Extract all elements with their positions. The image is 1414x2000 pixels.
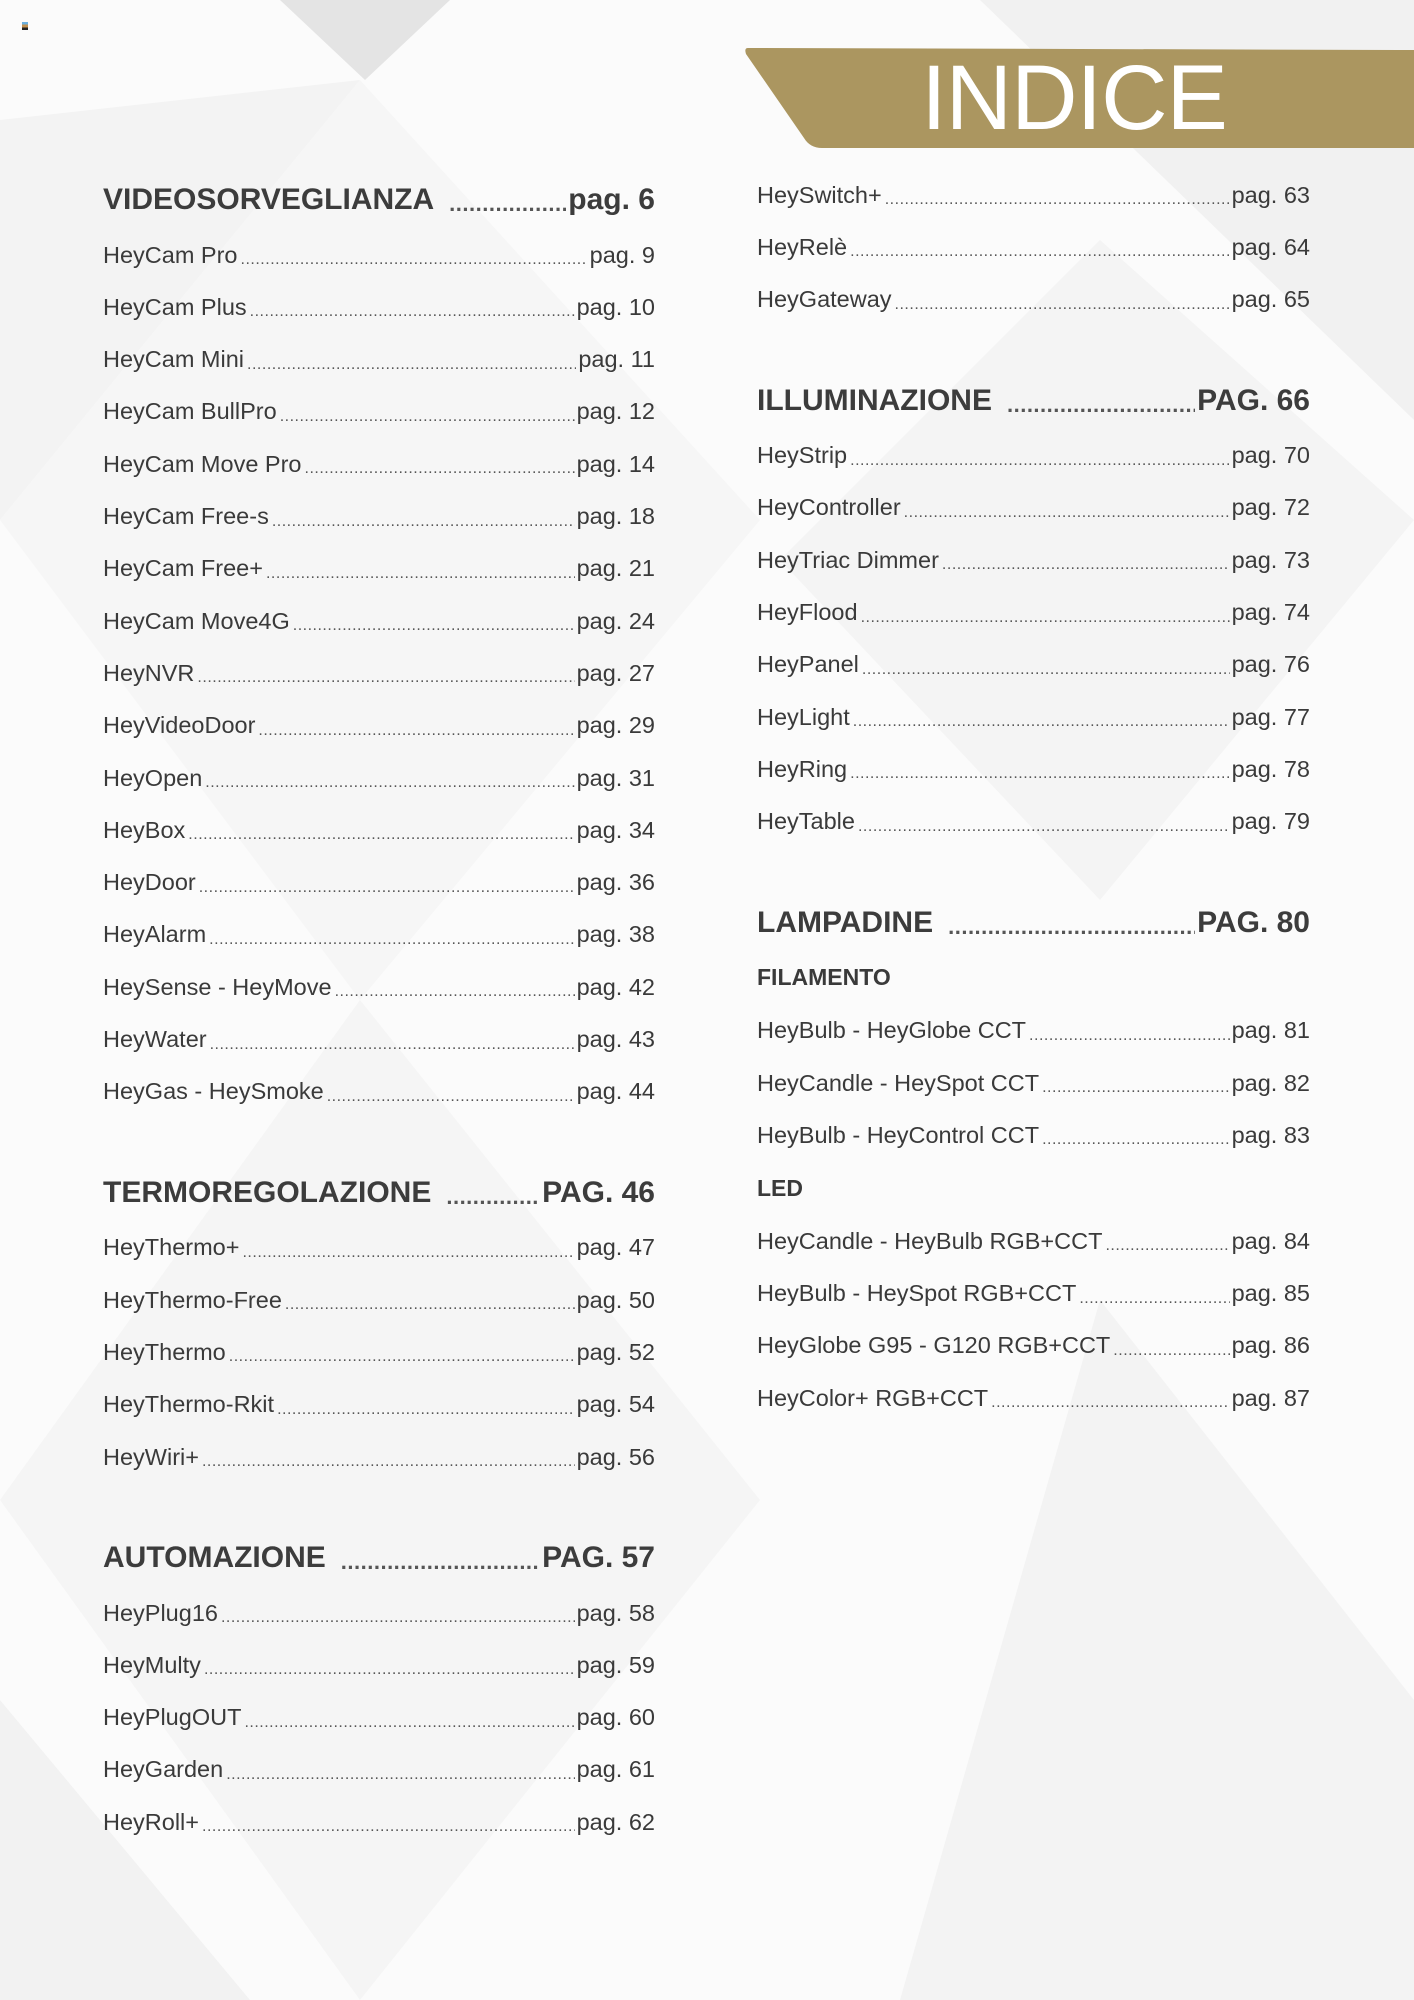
entry-name: AUTOMAZIONE <box>103 1541 326 1574</box>
entry-page-number: pag. 78 <box>1231 755 1310 782</box>
dot-leader <box>437 198 566 220</box>
entry-page-number: pag. 36 <box>576 869 655 896</box>
entry-page-number: pag. 62 <box>576 1808 655 1835</box>
dot-leader <box>305 463 575 484</box>
toc-section-heading <box>757 381 1310 421</box>
dot-leader <box>229 1351 575 1372</box>
entry-name: HeyTable <box>757 808 855 835</box>
entry-name: ILLUMINAZIONE <box>757 383 992 417</box>
entry-name: HeyCam Pro <box>103 241 238 268</box>
dot-leader <box>335 986 575 1007</box>
entry-page-number: pag. 11 <box>578 346 655 373</box>
toc-entry[interactable] <box>103 1437 655 1477</box>
dot-leader <box>250 306 575 327</box>
entry-name: HeyGlobe G95 - G120 RGB+CCT <box>757 1332 1111 1359</box>
entry-page-number: pag. 9 <box>589 241 655 268</box>
entry-page-number: pag. 85 <box>1231 1280 1310 1307</box>
entry-name: HeyThermo-Rkit <box>103 1391 275 1418</box>
entry-name: HeyBulb - HeyGlobe CCT <box>757 1017 1027 1044</box>
dot-leader <box>885 194 1230 215</box>
toc-entry[interactable] <box>757 436 1310 476</box>
entry-name: VIDEOSORVEGLIANZA <box>103 183 435 216</box>
dot-leader <box>434 1191 540 1213</box>
toc-entry[interactable] <box>103 549 655 589</box>
toc-entry[interactable] <box>103 1332 655 1372</box>
entry-name: HeyPlug16 <box>103 1599 218 1626</box>
entry-page-number: pag. 82 <box>1231 1069 1310 1096</box>
toc-entry[interactable] <box>103 392 655 432</box>
toc-entry[interactable] <box>757 488 1310 528</box>
dot-leader <box>861 612 1230 633</box>
dot-leader <box>202 1821 575 1842</box>
entry-page-number: pag. 79 <box>1231 808 1310 835</box>
toc-entry[interactable] <box>103 601 655 641</box>
entry-page-number: pag. 6 <box>568 183 655 216</box>
entry-page-number: pag. 70 <box>1231 442 1310 469</box>
entry-page-number: pag. 31 <box>576 764 655 791</box>
toc-entry[interactable] <box>757 227 1310 267</box>
entry-page-number: pag. 21 <box>576 555 655 582</box>
toc-entry[interactable] <box>103 1280 655 1320</box>
entry-page-number: pag. 84 <box>1231 1227 1310 1254</box>
entry-page-number: pag. 43 <box>576 1026 655 1052</box>
entry-name: HeyNVR <box>103 659 195 686</box>
entry-name: HeyPlugOUT <box>103 1704 242 1731</box>
entry-name: HeyBulb - HeySpot RGB+CCT <box>757 1280 1077 1307</box>
toc-entry[interactable] <box>757 1378 1310 1418</box>
entry-name: HeyTriac Dimmer <box>757 546 939 573</box>
toc-entry[interactable] <box>757 749 1310 789</box>
dot-leader <box>936 921 1195 943</box>
entry-name: HeyCandle - HeyBulb RGB+CCT <box>757 1227 1103 1254</box>
entry-name: HeyDoor <box>103 869 196 896</box>
toc-entry[interactable] <box>103 1385 655 1425</box>
toc-entry[interactable] <box>757 1326 1310 1366</box>
entry-name: LAMPADINE <box>757 905 934 939</box>
dot-leader <box>850 455 1229 476</box>
entry-page-number: pag. 47 <box>576 1234 655 1261</box>
dot-leader <box>226 1769 574 1790</box>
entry-page-number: pag. 18 <box>576 503 655 529</box>
toc-entry[interactable] <box>103 1645 655 1685</box>
entry-page-number: pag. 56 <box>576 1443 655 1470</box>
entry-name: FILAMENTO <box>757 964 891 991</box>
dot-leader <box>904 507 1230 528</box>
toc-section-heading <box>103 1173 655 1213</box>
entry-page-number: pag. 63 <box>1231 181 1310 208</box>
dot-leader <box>850 246 1229 267</box>
toc-entry[interactable] <box>757 697 1310 737</box>
toc-section-heading <box>757 903 1310 943</box>
dot-leader <box>204 1664 575 1685</box>
corner-mark-icon <box>22 22 28 30</box>
dot-leader <box>850 768 1229 789</box>
entry-name: HeyMulty <box>103 1651 201 1678</box>
entry-page-number: pag. 86 <box>1231 1332 1310 1359</box>
toc-entry[interactable] <box>757 175 1310 215</box>
toc-entry[interactable] <box>757 645 1310 685</box>
entry-page-number: pag. 60 <box>576 1704 655 1731</box>
dot-leader <box>209 934 574 955</box>
entry-page-number: pag. 65 <box>1231 286 1310 313</box>
entry-name: HeyPanel <box>757 651 859 678</box>
entry-name: HeyThermo+ <box>103 1234 240 1261</box>
entry-page-number: pag. 52 <box>576 1338 655 1365</box>
entry-name: HeySwitch+ <box>757 181 882 208</box>
entry-page-number: PAG. 66 <box>1197 383 1310 417</box>
toc-entry[interactable] <box>757 1115 1310 1155</box>
dot-leader <box>272 516 575 537</box>
entry-name: HeyLight <box>757 703 850 730</box>
dot-leader <box>853 716 1230 737</box>
entry-page-number: pag. 27 <box>576 659 655 686</box>
entry-page-number: pag. 74 <box>1231 599 1310 625</box>
toc-entry[interactable] <box>103 287 655 327</box>
entry-name: HeyWater <box>103 1026 207 1052</box>
toc-entry[interactable] <box>103 340 655 380</box>
toc-entry[interactable] <box>757 1063 1310 1103</box>
entry-page-number: pag. 29 <box>576 712 655 739</box>
toc-entry[interactable] <box>103 810 655 850</box>
entry-name: HeyRing <box>757 755 848 782</box>
entry-page-number: pag. 24 <box>576 607 655 634</box>
toc-entry[interactable] <box>103 1020 655 1060</box>
toc-subheading <box>757 958 1310 998</box>
entry-page-number: PAG. 57 <box>542 1541 655 1574</box>
dot-leader <box>1042 1082 1229 1103</box>
entry-name: LED <box>757 1174 803 1201</box>
toc-entry[interactable] <box>103 967 655 1007</box>
toc-entry[interactable] <box>757 593 1310 633</box>
toc-section-heading <box>103 1538 655 1578</box>
toc-entry[interactable] <box>103 497 655 537</box>
dot-leader <box>327 1091 575 1112</box>
entry-name: HeyRoll+ <box>103 1808 199 1835</box>
dot-leader <box>258 725 574 746</box>
dot-leader <box>188 829 574 850</box>
dot-leader <box>266 568 575 589</box>
dot-leader <box>1042 1134 1230 1155</box>
entry-page-number: pag. 10 <box>576 293 655 320</box>
entry-name: HeyStrip <box>757 442 848 469</box>
entry-name: HeyThermo <box>103 1338 226 1365</box>
entry-name: HeyCam BullPro <box>103 398 277 425</box>
toc-entry[interactable] <box>103 1228 655 1268</box>
entry-page-number: pag. 58 <box>576 1599 655 1626</box>
entry-page-number: pag. 14 <box>576 450 655 477</box>
entry-page-number: pag. 64 <box>1231 233 1310 260</box>
dot-leader <box>1079 1293 1229 1314</box>
toc-entry[interactable] <box>103 1593 655 1633</box>
dot-leader <box>244 1717 574 1738</box>
page-title: INDICE <box>921 47 1227 149</box>
toc-entry[interactable] <box>103 1750 655 1790</box>
entry-name: HeyCam Move4G <box>103 607 290 634</box>
entry-name: HeyFlood <box>757 599 858 625</box>
entry-name: HeyGateway <box>757 286 892 313</box>
toc-entry[interactable] <box>103 1698 655 1738</box>
entry-page-number: pag. 44 <box>576 1078 655 1105</box>
dot-leader <box>280 411 575 432</box>
dot-leader <box>1113 1345 1229 1366</box>
toc-entry[interactable] <box>757 540 1310 580</box>
entry-name: HeySense - HeyMove <box>103 973 332 1000</box>
dot-leader <box>1105 1240 1229 1261</box>
dot-leader <box>221 1612 575 1633</box>
dot-leader <box>995 399 1195 421</box>
entry-name: HeyWiri+ <box>103 1443 199 1470</box>
entry-page-number: pag. 42 <box>576 973 655 1000</box>
toc-entry[interactable] <box>103 235 655 275</box>
title-banner <box>744 48 1414 148</box>
toc-entry[interactable] <box>757 280 1310 320</box>
dot-leader <box>242 1247 574 1268</box>
entry-name: HeyController <box>757 494 901 521</box>
entry-name: HeyCam Move Pro <box>103 450 302 477</box>
entry-page-number: PAG. 80 <box>1197 905 1310 939</box>
dot-leader <box>202 1456 575 1477</box>
dot-leader <box>277 1404 575 1425</box>
dot-leader <box>329 1556 540 1578</box>
entry-name: HeyGarden <box>103 1756 224 1783</box>
toc-section-heading <box>103 180 655 220</box>
toc-entry[interactable] <box>103 653 655 693</box>
toc-entry[interactable] <box>103 706 655 746</box>
entry-name: HeyCam Free+ <box>103 555 263 582</box>
entry-page-number: pag. 77 <box>1231 703 1310 730</box>
dot-leader <box>895 299 1230 320</box>
toc-entry[interactable] <box>103 863 655 903</box>
entry-name: HeyVideoDoor <box>103 712 256 739</box>
entry-page-number: PAG. 46 <box>542 1175 655 1209</box>
entry-name: HeyOpen <box>103 764 203 791</box>
entry-name: HeyBulb - HeyControl CCT <box>757 1121 1040 1148</box>
dot-leader <box>942 559 1230 580</box>
entry-page-number: pag. 83 <box>1231 1121 1310 1148</box>
dot-leader <box>858 821 1230 842</box>
toc-entry[interactable] <box>757 1221 1310 1261</box>
dot-leader <box>210 1039 575 1060</box>
entry-page-number: pag. 87 <box>1231 1384 1310 1411</box>
entry-name: HeyThermo-Free <box>103 1286 282 1313</box>
dot-leader <box>1029 1030 1230 1051</box>
dot-leader <box>991 1397 1229 1418</box>
toc-entry[interactable] <box>103 1802 655 1842</box>
toc-entry[interactable] <box>757 1274 1310 1314</box>
entry-name: HeyCam Free-s <box>103 503 269 529</box>
entry-page-number: pag. 76 <box>1231 651 1310 678</box>
dot-leader <box>241 254 588 275</box>
toc-entry[interactable] <box>103 444 655 484</box>
entry-name: HeyColor+ RGB+CCT <box>757 1384 989 1411</box>
entry-page-number: pag. 72 <box>1231 494 1310 521</box>
toc-entry[interactable] <box>103 758 655 798</box>
toc-subheading <box>757 1168 1310 1208</box>
toc-entry[interactable] <box>103 1072 655 1112</box>
entry-page-number: pag. 73 <box>1231 546 1310 573</box>
dot-leader <box>285 1299 575 1320</box>
entry-page-number: pag. 54 <box>576 1391 655 1418</box>
entry-name: HeyCandle - HeySpot CCT <box>757 1069 1040 1096</box>
entry-page-number: pag. 59 <box>576 1651 655 1678</box>
entry-name: HeyBox <box>103 816 186 843</box>
toc-entry[interactable] <box>757 1011 1310 1051</box>
toc-entry[interactable] <box>757 802 1310 842</box>
toc-entry[interactable] <box>103 915 655 955</box>
entry-name: TERMOREGOLAZIONE <box>103 1175 432 1209</box>
entry-page-number: pag. 38 <box>576 921 655 948</box>
entry-page-number: pag. 12 <box>576 398 655 425</box>
dot-leader <box>197 672 574 693</box>
dot-leader <box>199 882 575 903</box>
dot-leader <box>293 620 575 641</box>
dot-leader <box>862 664 1230 685</box>
dot-leader <box>247 359 576 380</box>
dot-leader <box>205 777 574 798</box>
entry-name: HeyAlarm <box>103 921 207 948</box>
entry-page-number: pag. 61 <box>576 1756 655 1783</box>
entry-name: HeyCam Mini <box>103 346 245 373</box>
entry-name: HeyRelè <box>757 233 848 260</box>
entry-page-number: pag. 50 <box>576 1286 655 1313</box>
entry-name: HeyCam Plus <box>103 293 247 320</box>
entry-page-number: pag. 81 <box>1231 1017 1310 1044</box>
entry-name: HeyGas - HeySmoke <box>103 1078 324 1105</box>
entry-page-number: pag. 34 <box>576 816 655 843</box>
